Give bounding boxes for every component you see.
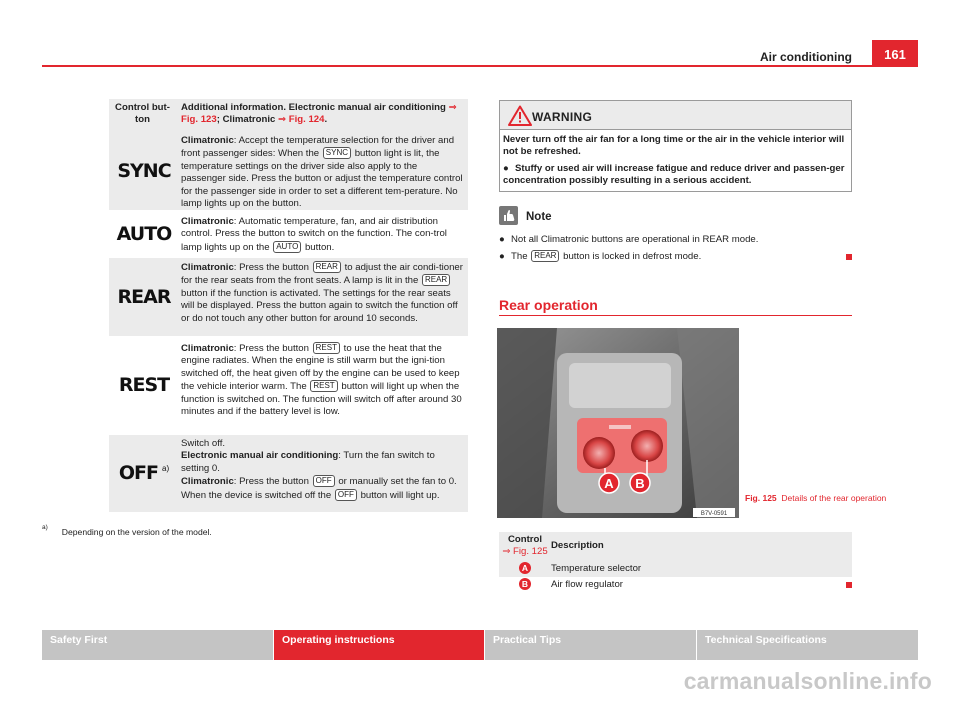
row-id-cell: [499, 578, 551, 591]
figure-caption-text: Details of the rear operation: [781, 493, 887, 503]
callout-b: B: [635, 476, 645, 491]
row-text: : Accept the temperature selection for the driver and front passenger sides: When the: [181, 135, 455, 160]
figure-number: Fig. 125: [745, 493, 777, 503]
row-text: button.: [304, 241, 335, 253]
table-row: [499, 577, 852, 593]
header-info-mid: ; Climatronic: [216, 114, 276, 126]
off-key: OFF: [313, 475, 335, 487]
bullet-icon: ●: [499, 251, 505, 263]
row-description: Temperature selector: [551, 562, 642, 574]
row-text: button will light up when the function is switched on. The function will switch off after around 30 minutes and if the battery level is low.: [181, 381, 462, 418]
chapter-title: Air conditioning: [760, 50, 852, 64]
fig-125-link[interactable]: ⇒ Fig. 125: [502, 546, 548, 558]
row-term: Climatronic: [181, 216, 234, 227]
warning-icon: [508, 105, 532, 126]
row-text: : Press the button: [233, 343, 309, 354]
auto-key: AUTO: [273, 241, 301, 253]
footnote-text: Depending on the version of the model.: [61, 526, 212, 537]
tab-operating-instructions[interactable]: Operating instructions: [274, 630, 484, 660]
row-line: [181, 450, 464, 475]
row-text: button if the function is activated. The settings for the rear seats will be displayed. Press the button again to switch the function off or do not touch any other button for around 10 seconds.: [181, 287, 458, 324]
fig-124-link[interactable]: ⇒ Fig. 124: [278, 114, 325, 126]
warning-text: Never turn off the air fan for a long time or the air in the vehicle interior will not be refreshed.: [503, 134, 845, 158]
warning-header: [500, 101, 851, 130]
row-text: button will light up.: [360, 489, 440, 501]
rest-key: REST: [310, 380, 337, 392]
off-key: OFF: [335, 489, 357, 501]
row-text: : Turn the fan switch to setting 0.: [181, 450, 435, 474]
header-divider: [42, 65, 918, 67]
note-body: [499, 230, 852, 264]
note-bullet: [499, 250, 852, 263]
row-line: [181, 475, 464, 502]
rest-symbol: REST: [118, 374, 170, 397]
rear-operation-photo: [497, 328, 739, 518]
row-text: : Press the button: [233, 262, 309, 273]
tab-technical-specifications[interactable]: Technical Specifications: [697, 630, 918, 660]
header-control-button: Control but-ton: [115, 102, 170, 126]
rear-controls-table: [499, 532, 852, 593]
console-illustration: [497, 328, 739, 518]
row-description: Air flow regulator: [551, 578, 623, 590]
fig-123-link[interactable]: ⇒ Fig. 123: [181, 102, 457, 126]
row-term: Climatronic: [181, 343, 234, 354]
table-row: [109, 255, 468, 336]
sync-description: [179, 132, 468, 210]
row-term: Climatronic: [181, 262, 234, 273]
section-title: Rear operation: [499, 297, 598, 313]
sync-key: SYNC: [323, 147, 351, 159]
warning-title: WARNING: [532, 110, 593, 124]
off-symbol-text: OFF: [118, 462, 158, 485]
rear-symbol: REAR: [109, 258, 179, 336]
warning-body: [500, 130, 851, 188]
warning-bullet: [503, 163, 845, 188]
label-b-icon: B: [519, 578, 531, 590]
note-text: button is locked in defrost mode.: [563, 251, 702, 263]
figure-caption: [745, 493, 886, 504]
end-marker: [846, 254, 852, 260]
controls-table: [109, 99, 468, 512]
section-divider: [499, 315, 852, 316]
rest-description: [179, 339, 468, 432]
table-row: [109, 210, 468, 255]
table-row: [109, 132, 468, 210]
tab-safety-first[interactable]: Safety First: [42, 630, 273, 660]
row-term: Climatronic: [181, 476, 234, 488]
label-a-icon: A: [519, 562, 531, 574]
bullet-icon: ●: [503, 162, 509, 174]
page-number: 161: [872, 40, 918, 67]
off-description: [179, 435, 468, 512]
footnote-marker: a): [162, 464, 170, 474]
footnote-mark: a): [42, 524, 48, 531]
rear-table-header: [499, 532, 852, 561]
table-row: [109, 432, 468, 512]
table-row: [499, 561, 852, 577]
note-icon: [499, 206, 518, 225]
row-term: Electronic manual air conditioning: [181, 450, 339, 462]
header-info-text: Additional information. Electronic manual air conditioning: [181, 102, 446, 113]
off-symbol: [109, 435, 179, 512]
watermark: carmanualsonline.info: [683, 668, 932, 694]
row-text: to adjust the air condi-tioner for the rear seats from the front seats. A lamp is lit in the: [181, 262, 463, 287]
note-text: Not all Climatronic buttons are operational in REAR mode.: [511, 234, 759, 245]
controls-table-header: [109, 99, 468, 132]
rear-key: REAR: [422, 274, 450, 286]
header-control-label: Control: [507, 534, 543, 545]
figure-code: B7V-0591: [700, 511, 728, 517]
auto-description: [179, 213, 468, 255]
footer-nav: [42, 630, 918, 660]
row-text: Switch off.: [181, 438, 226, 449]
rear-description: [179, 258, 468, 336]
rear-key: REAR: [313, 261, 341, 273]
footnote: [42, 526, 212, 537]
warning-bullet-text: Stuffy or used air will increase fatigue and reduce driver and passen-ger concentration possibly resulting in a serious accident.: [503, 162, 845, 187]
row-text: or manually set the fan to 0. When the device is switched off the: [181, 476, 457, 501]
row-id-cell: [499, 562, 551, 575]
bullet-icon: ●: [499, 234, 505, 245]
header-control: [499, 532, 551, 561]
rear-key: REAR: [531, 250, 559, 262]
header-description: Description: [551, 540, 604, 551]
row-text: button light is lit, the temperature settings on the driver side also apply to the passenger side. Press the button or adjust the temperature control for the passenger side in order to set a different tem-perature. No lamp lights up on the button.: [181, 148, 463, 210]
note-text: The: [511, 251, 528, 263]
warning-box: [499, 100, 852, 192]
row-text: : Automatic temperature, fan, and air distribution control. Press the button to switch on the function. The con-trol lamp lights up on the: [181, 216, 447, 253]
table-row: [109, 336, 468, 432]
end-marker: [846, 582, 852, 588]
auto-symbol: AUTO: [116, 222, 172, 245]
callout-a: A: [604, 476, 614, 491]
row-text: to use the heat that the engine radiates. When the engine is still warm but the igni-tion switched off, the heat given off by the engine can be used to keep the vehicle interior warm. The: [181, 343, 460, 393]
page-header: [42, 40, 918, 67]
note-bullet: [499, 234, 852, 246]
header-info-end: .: [324, 114, 328, 126]
tab-practical-tips[interactable]: Practical Tips: [485, 630, 696, 660]
note-title: Note: [526, 211, 552, 223]
row-text: : Press the button: [233, 476, 309, 488]
header-additional-info: [179, 99, 468, 132]
rest-key: REST: [313, 342, 340, 354]
row-term: Climatronic: [181, 135, 234, 146]
sync-symbol: SYNC: [109, 132, 179, 210]
